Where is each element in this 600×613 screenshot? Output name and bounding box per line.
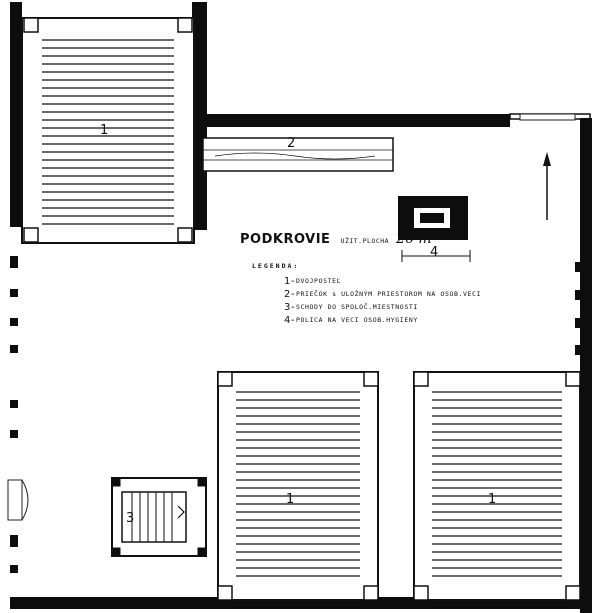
area-value: 26 m² bbox=[396, 231, 438, 247]
area-label: UŽIT.PLOCHA bbox=[340, 237, 390, 245]
legend-item bbox=[252, 301, 418, 314]
plan-title-main: PODKROVIE bbox=[240, 232, 331, 247]
bed-bottom-left bbox=[218, 372, 378, 600]
legend-item bbox=[252, 275, 342, 288]
shelf-label: 4 bbox=[430, 245, 439, 260]
plan-title bbox=[240, 228, 437, 247]
legend-text: PRIEČOK s ULOŽNÝM PRIESTOROM NA OSOB.VECI bbox=[296, 290, 482, 298]
bed-bottom-right-label: 1 bbox=[488, 492, 497, 507]
legend-text: DVOJPOSTEĽ bbox=[296, 277, 342, 285]
legend-number: 2- bbox=[284, 289, 296, 300]
bed-bottom-right bbox=[414, 372, 580, 600]
legend-item bbox=[252, 288, 482, 301]
legend-text: SCHODY DO SPOLOČ.MIESTNOSTI bbox=[296, 303, 418, 311]
partition-label: 2 bbox=[287, 136, 296, 151]
legend-number: 4- bbox=[284, 315, 296, 326]
legend-number: 1- bbox=[284, 276, 296, 287]
stairs-label: 3 bbox=[126, 511, 135, 526]
legend-item bbox=[252, 314, 418, 327]
north-arrow-icon bbox=[543, 152, 551, 220]
legend bbox=[252, 262, 482, 327]
legend-text: POLICA NA VECI OSOB.HYGIENY bbox=[296, 316, 418, 324]
legend-number: 3- bbox=[284, 302, 296, 313]
legend-heading: LEGENDA: bbox=[252, 262, 300, 270]
partition-storage bbox=[203, 138, 393, 171]
bed-top-label: 1 bbox=[100, 123, 109, 138]
bed-bottom-left-label: 1 bbox=[286, 492, 295, 507]
